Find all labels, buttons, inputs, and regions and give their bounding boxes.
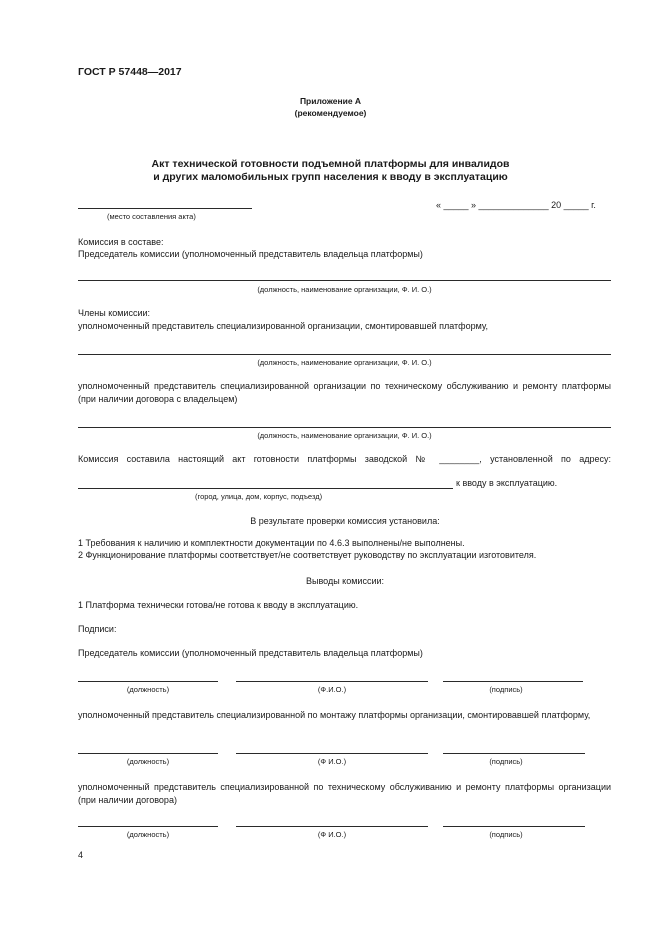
result-item-1: 1 Требования к наличию и комплектности документации по 4.6.3 выполнены/не выполнены. (78, 538, 465, 548)
place-caption: (место составления акта) (107, 212, 196, 221)
signatures-label: Подписи: (78, 624, 117, 634)
chairman-signature-line (443, 681, 583, 682)
results-heading: В результате проверки комиссия установила: (250, 516, 440, 526)
service-signature-caption: (подпись) (489, 830, 523, 839)
chairman-position-caption: (должность) (126, 685, 170, 694)
address-caption: (город, улица, дом, корпус, подъезд) (195, 492, 323, 501)
member-2-blank-line (78, 427, 611, 428)
address-blank-line (78, 488, 453, 489)
signature-chairman-label: Председатель комиссии (уполномоченный представитель владельца платформы) (78, 648, 423, 658)
member-1-caption: (должность, наименование организации, Ф. И. О.) (257, 358, 432, 367)
appendix-title: Приложение А (299, 96, 362, 106)
page-number: 4 (78, 850, 84, 860)
chairman-position-line (78, 681, 218, 682)
member-2-label: уполномоченный представитель специализированной организации по техническому обслуживанию и ремонту платформы (при наличии договора с владельцем) (78, 381, 611, 404)
signature-mounting-label: уполномоченный представитель специализированной по монтажу платформы организации, смонтировавшей платформу, (78, 710, 591, 720)
result-item-2: 2 Функционирование платформы соответствует/не соответствует руководству по эксплуатации изготовителя. (78, 550, 537, 560)
conclusion-item-1: 1 Платформа технически готова/не готова к вводу в эксплуатацию. (78, 600, 359, 610)
mounting-signature-caption: (подпись) (489, 757, 523, 766)
date-field: « _____ » ______________ 20 _____ г. (436, 200, 596, 210)
commission-composition: Комиссия в составе: (78, 237, 164, 247)
act-title-line-1: Акт технической готовности подъемной платформы для инвалидов (151, 158, 510, 170)
service-name-line (236, 826, 428, 827)
chairman-caption: (должность, наименование организации, Ф. И. О.) (257, 285, 432, 294)
act-statement: Комиссия составила настоящий акт готовности платформы заводской № ________, установленной по адресу: (78, 454, 611, 464)
act-title-line-2: и других маломобильных групп населения к вводу в эксплуатацию (153, 171, 508, 183)
members-label: Члены комиссии: (78, 308, 151, 318)
signature-service-label: уполномоченный представитель специализированной по техническому обслуживанию и ремонту платформы организации (при наличии договора) (78, 782, 611, 805)
member-2-caption: (должность, наименование организации, Ф. И. О.) (257, 431, 432, 440)
chairman-label: Председатель комиссии (уполномоченный представитель владельца платформы) (78, 249, 423, 259)
mounting-position-caption: (должность) (126, 757, 170, 766)
mounting-name-line (236, 753, 428, 754)
member-1-label: уполномоченный представитель специализированной организации, смонтировавшей платформу, (78, 321, 488, 331)
member-1-blank-line (78, 354, 611, 355)
document-code: ГОСТ Р 57448—2017 (78, 66, 182, 78)
service-position-line (78, 826, 218, 827)
mounting-name-caption: (Ф И.О.) (317, 757, 347, 766)
place-blank-line (78, 208, 252, 209)
service-position-caption: (должность) (126, 830, 170, 839)
commissioning-text: к вводу в эксплуатацию. (456, 478, 558, 488)
chairman-name-line (236, 681, 428, 682)
chairman-name-caption: (Ф.И.О.) (317, 685, 347, 694)
service-name-caption: (Ф И.О.) (317, 830, 347, 839)
mounting-signature-line (443, 753, 585, 754)
service-signature-line (443, 826, 585, 827)
conclusions-heading: Выводы комиссии: (306, 576, 384, 586)
mounting-position-line (78, 753, 218, 754)
appendix-kind: (рекомендуемое) (294, 108, 367, 118)
chairman-blank-line (78, 280, 611, 281)
chairman-signature-caption: (подпись) (489, 685, 523, 694)
